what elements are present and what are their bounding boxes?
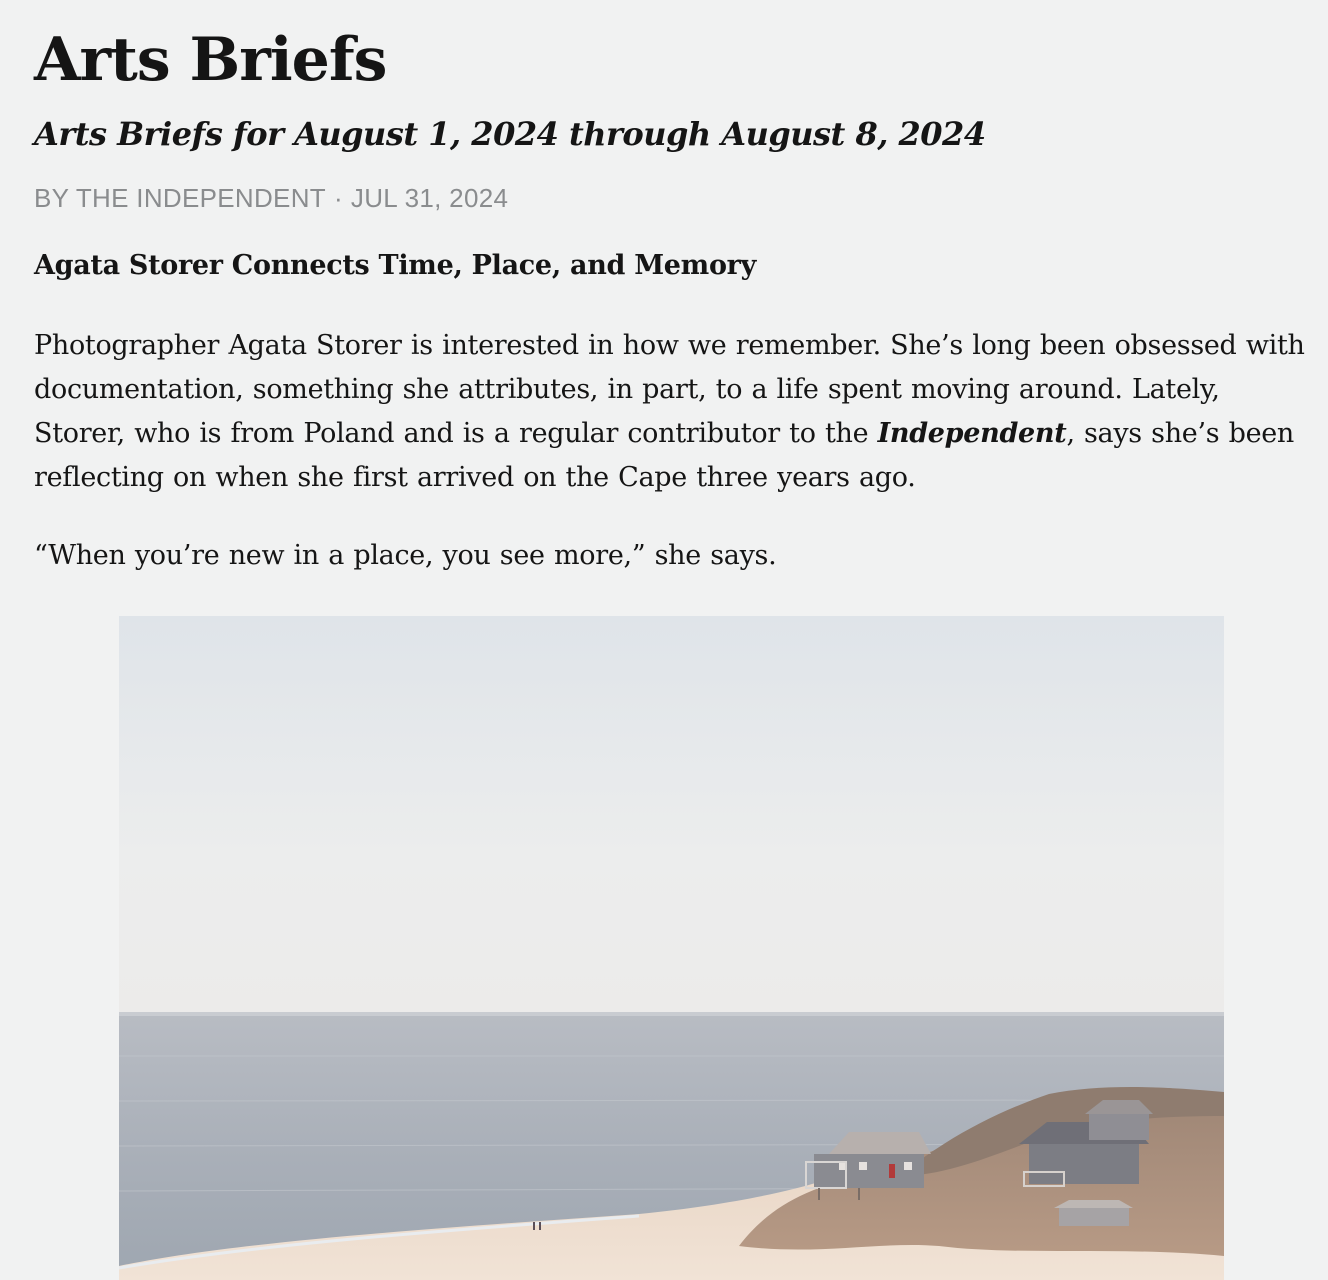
byline-date: JUL 31, 2024 [350, 183, 509, 213]
paragraph-text: , says she’s been reflecting on when she first arrived on the Cape three years ago. [34, 418, 1295, 493]
byline [34, 182, 1308, 214]
byline-author[interactable]: BY THE INDEPENDENT [34, 183, 326, 213]
paragraph-text: Photographer Agata Storer is interested in how we remember. She’s long been obsessed with documentation, something she attributes, in part, to a life spent moving around. Lately, Storer, who is from Poland and is a regular contributor to the [34, 330, 1305, 449]
section-headline: Agata Storer Connects Time, Place, and Memory [34, 250, 756, 281]
article-subtitle: Arts Briefs for August 1, 2024 through August 8, 2024 [34, 115, 986, 153]
article-photo[interactable] [119, 616, 1224, 1280]
page-title: Arts Briefs [34, 25, 387, 95]
publication-name: Independent [877, 418, 1067, 449]
article-paragraph-1 [34, 324, 1308, 500]
small-cottage [1054, 1200, 1133, 1226]
byline-separator: · [333, 183, 343, 213]
sky [119, 616, 1224, 1016]
article-paragraph-2: “When you’re new in a place, you see more,” she says. [34, 540, 777, 571]
